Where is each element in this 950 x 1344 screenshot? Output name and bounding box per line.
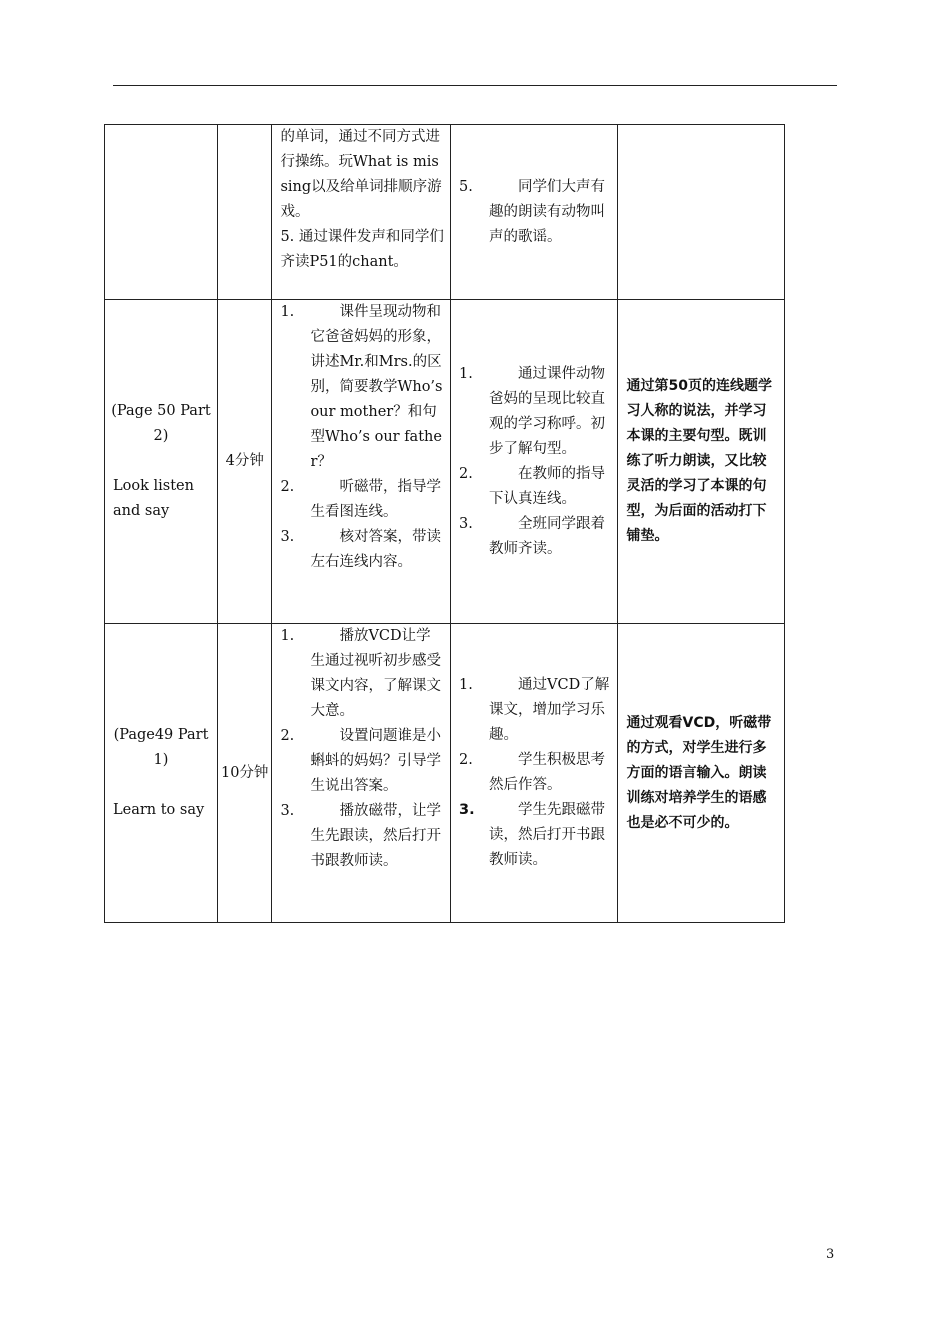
step-text: 全班同学跟着教师齐读。	[489, 515, 606, 557]
step-text: 学生先跟磁带读，然后打开书跟教师读。	[489, 802, 606, 868]
step-number: 2.	[459, 752, 473, 768]
step-number: 3.	[280, 803, 295, 819]
teacher-text: 5. 通过课件发声和同学们齐读P51的chant。	[280, 229, 444, 270]
purpose-text: 通过第50页的连线题学习人称的说法，并学习本课的主要句型。既训练了听力朗读，又比较灵活的学习了本课的句型，为后面的活动打下铺垫。	[626, 378, 772, 544]
list-item	[459, 175, 611, 250]
step-text: 通过课件动物爸妈的呈现比较直观的学习称呼。初步了解句型。	[489, 365, 606, 457]
table-row	[105, 300, 785, 624]
step-number: 2.	[280, 479, 295, 495]
list-item	[280, 724, 444, 799]
table-row	[105, 624, 785, 923]
teacher-activity-cell	[272, 624, 451, 923]
step-text: 学生积极思考然后作答。	[489, 752, 606, 793]
list-item	[280, 525, 444, 575]
list-item	[459, 748, 611, 798]
purpose-cell	[618, 125, 785, 300]
student-activity-cell	[451, 125, 618, 300]
list-item	[459, 798, 611, 873]
table-row	[105, 125, 785, 300]
list-item	[459, 362, 611, 462]
list-item	[459, 673, 611, 748]
step-number: 1.	[280, 304, 295, 320]
activity-title: (Page49 Part 1)	[113, 727, 209, 768]
list-item	[459, 462, 611, 512]
step-number: 1.	[280, 628, 295, 644]
purpose-cell	[618, 624, 785, 923]
step-text: 在教师的指导下认真连线。	[489, 465, 606, 507]
list-item	[280, 799, 444, 874]
list-item	[280, 475, 444, 525]
step-number: 3.	[459, 515, 473, 532]
step-text: 通过VCD了解课文，增加学习乐趣。	[489, 677, 610, 743]
list-item	[280, 300, 444, 475]
purpose-cell	[618, 300, 785, 624]
step-text: 设置问题谁是小蝌蚪的妈妈？引导学生说出答案。	[310, 728, 441, 794]
purpose-text: 通过观看VCD，听磁带的方式，对学生进行多方面的语言输入。朗读训练对培养学生的语感也是必不可少的。	[626, 714, 772, 831]
activity-cell	[105, 300, 218, 624]
lesson-plan-table	[104, 124, 785, 923]
student-activity-cell	[451, 300, 618, 624]
duration-text: 10分钟	[220, 764, 269, 781]
step-text: 课件呈现动物和它爸爸妈妈的形象，讲述Mr.和Mrs.的区别，简要教学Who’s our mother？和句型Who’s our father？	[310, 304, 443, 470]
step-text: 听磁带，指导学生看图连线。	[310, 479, 441, 520]
student-activity-cell	[451, 624, 618, 923]
page-number: 3	[826, 1247, 835, 1262]
step-number: 3.	[459, 802, 475, 818]
step-number: 2.	[459, 465, 473, 482]
duration-cell	[217, 624, 271, 923]
header-rule	[113, 85, 837, 86]
step-number: 1.	[459, 677, 473, 693]
teacher-activity-cell	[272, 125, 451, 300]
duration-cell	[217, 125, 271, 300]
step-text: 核对答案，带读左右连线内容。	[310, 529, 441, 570]
list-item	[459, 512, 611, 562]
step-number: 5.	[459, 178, 473, 195]
step-text: 同学们大声有趣的朗读有动物叫声的歌谣。	[489, 178, 606, 245]
activity-cell	[105, 624, 218, 923]
duration-cell	[217, 300, 271, 624]
activity-title: (Page 50 Part 2)	[111, 403, 211, 444]
activity-cell	[105, 125, 218, 300]
activity-name: Look listen and say	[113, 478, 194, 519]
list-item	[280, 624, 444, 724]
activity-name: Learn to say	[113, 802, 205, 818]
teacher-activity-cell	[272, 300, 451, 624]
teacher-text: 的单词，通过不同方式进行操练。玩What is missing以及给单词排顺序游戏。	[280, 129, 442, 220]
step-number: 3.	[280, 529, 295, 545]
step-number: 1.	[459, 365, 473, 382]
step-number: 2.	[280, 728, 295, 744]
step-text: 播放VCD让学生通过视听初步感受课文内容，了解课文大意。	[310, 628, 441, 719]
duration-text: 4分钟	[225, 453, 264, 469]
step-text: 播放磁带，让学生先跟读，然后打开书跟教师读。	[310, 803, 441, 869]
